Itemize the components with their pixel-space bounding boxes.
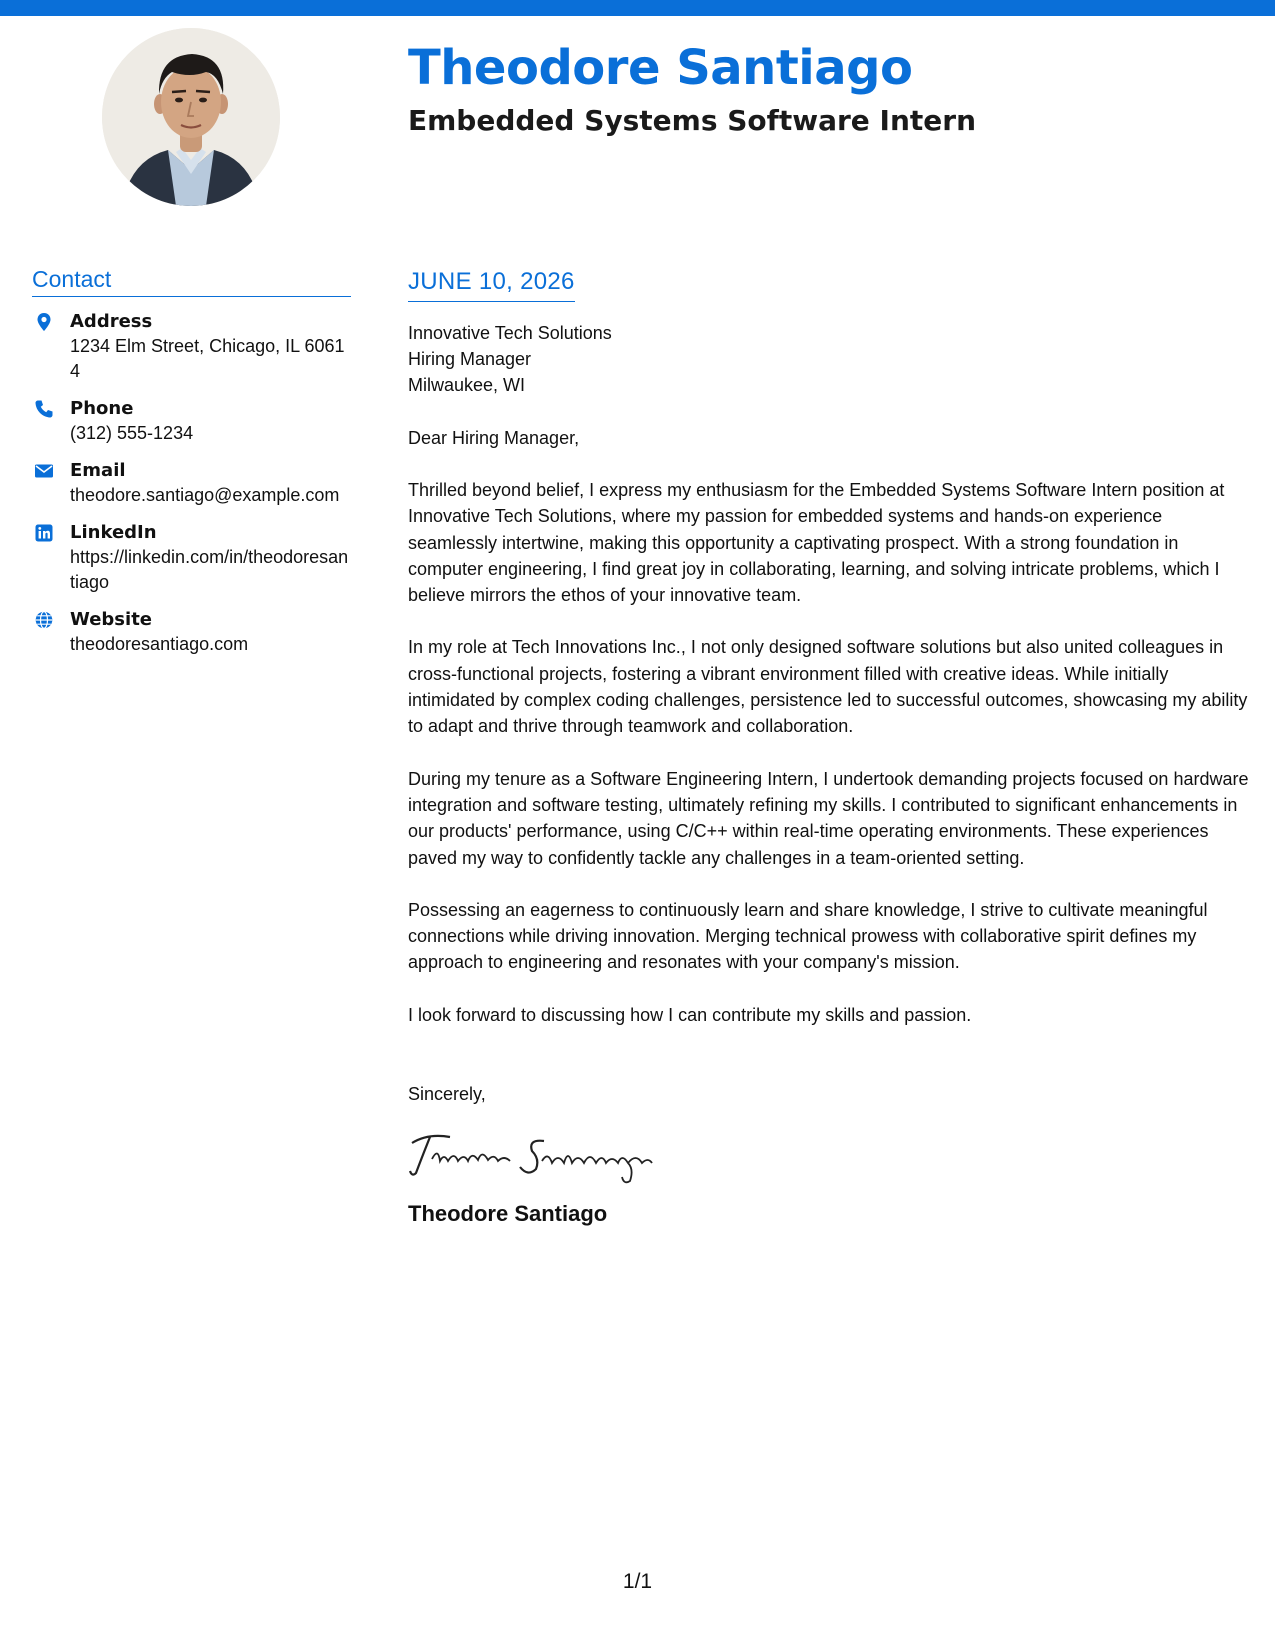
- body-paragraph: During my tenure as a Software Engineering Intern, I undertook demanding projects focused on hardware integration and software testing, ultimately refining my skills. I contributed to significant enhancements in our products' performance, using C/C++ within real-time operating environments. These experiences paved my way to confidently tackle any challenges in a team-oriented setting.: [408, 768, 1249, 868]
- contact-label: LinkedIn: [70, 522, 157, 543]
- letter-date: JUNE 10, 2026: [408, 268, 575, 302]
- email-icon: [34, 461, 54, 481]
- linkedin-icon: [34, 523, 54, 543]
- contact-label: Phone: [70, 398, 134, 419]
- contact-item-email: [32, 458, 351, 508]
- globe-icon: [34, 610, 54, 630]
- contact-heading: Contact: [32, 266, 351, 297]
- recipient-block: [408, 320, 1250, 398]
- contact-value: (312) 555-1234: [70, 423, 194, 443]
- contact-item-phone: [32, 396, 351, 446]
- location-pin-icon: [34, 312, 54, 332]
- cover-letter: [408, 268, 1250, 1227]
- recipient-location: Milwaukee, WI: [408, 375, 526, 395]
- recipient-company: Innovative Tech Solutions: [408, 323, 612, 343]
- signer-name: Theodore Santiago: [408, 1201, 608, 1227]
- contact-value: 1234 Elm Street, Chicago, IL 60614: [70, 336, 345, 381]
- page-number: 1/1: [622, 1570, 653, 1593]
- contact-sidebar: [32, 266, 351, 669]
- handwritten-signature: [408, 1127, 1250, 1187]
- recipient-role: Hiring Manager: [408, 349, 532, 369]
- contact-label: Email: [70, 460, 126, 481]
- contact-item-linkedin: [32, 520, 351, 595]
- top-accent-bar: [0, 0, 1275, 16]
- body-paragraph: Thrilled beyond belief, I express my enthusiasm for the Embedded Systems Software Intern position at Innovative Tech Solutions, where my passion for embedded systems and hands-on experience seamlessly intertwine, making this opportunity a captivating prospect. With a strong foundation in computer engineering, I find great joy in collaborating, learning, and solving intricate problems, which I believe mirrors the ethos of your innovative team.: [408, 480, 1225, 606]
- body-paragraph: In my role at Tech Innovations Inc., I not only designed software solutions but also united colleagues in cross-functional projects, fostering a vibrant environment filled with creative ideas. While initially intimidated by complex coding challenges, persistence led to successful outcomes, showcasing my ability to adapt and thrive through teamwork and collaboration.: [408, 637, 1248, 737]
- header-job-title: Embedded Systems Software Intern: [408, 104, 976, 137]
- contact-label: Address: [70, 311, 153, 332]
- closing: Sincerely,: [408, 1084, 486, 1105]
- body-paragraph: Possessing an eagerness to continuously learn and share knowledge, I strive to cultivate meaningful connections while driving innovation. Merging technical prowess with collaborative spirit defines my approach to engineering and resonates with your company's mission.: [408, 899, 1208, 973]
- contact-label: Website: [70, 609, 153, 630]
- contact-value: theodore.santiago@example.com: [70, 485, 340, 505]
- body-paragraph: I look forward to discussing how I can contribute my skills and passion.: [408, 1004, 972, 1025]
- header-name: Theodore Santiago: [408, 40, 913, 96]
- contact-item-website: [32, 607, 351, 657]
- contact-value[interactable]: https://linkedin.com/in/theodoresantiago: [70, 547, 349, 592]
- phone-icon: [34, 399, 54, 419]
- contact-item-address: [32, 309, 351, 384]
- salutation: Dear Hiring Manager,: [408, 428, 580, 448]
- profile-photo: [102, 28, 280, 206]
- contact-value[interactable]: theodoresantiago.com: [70, 634, 249, 654]
